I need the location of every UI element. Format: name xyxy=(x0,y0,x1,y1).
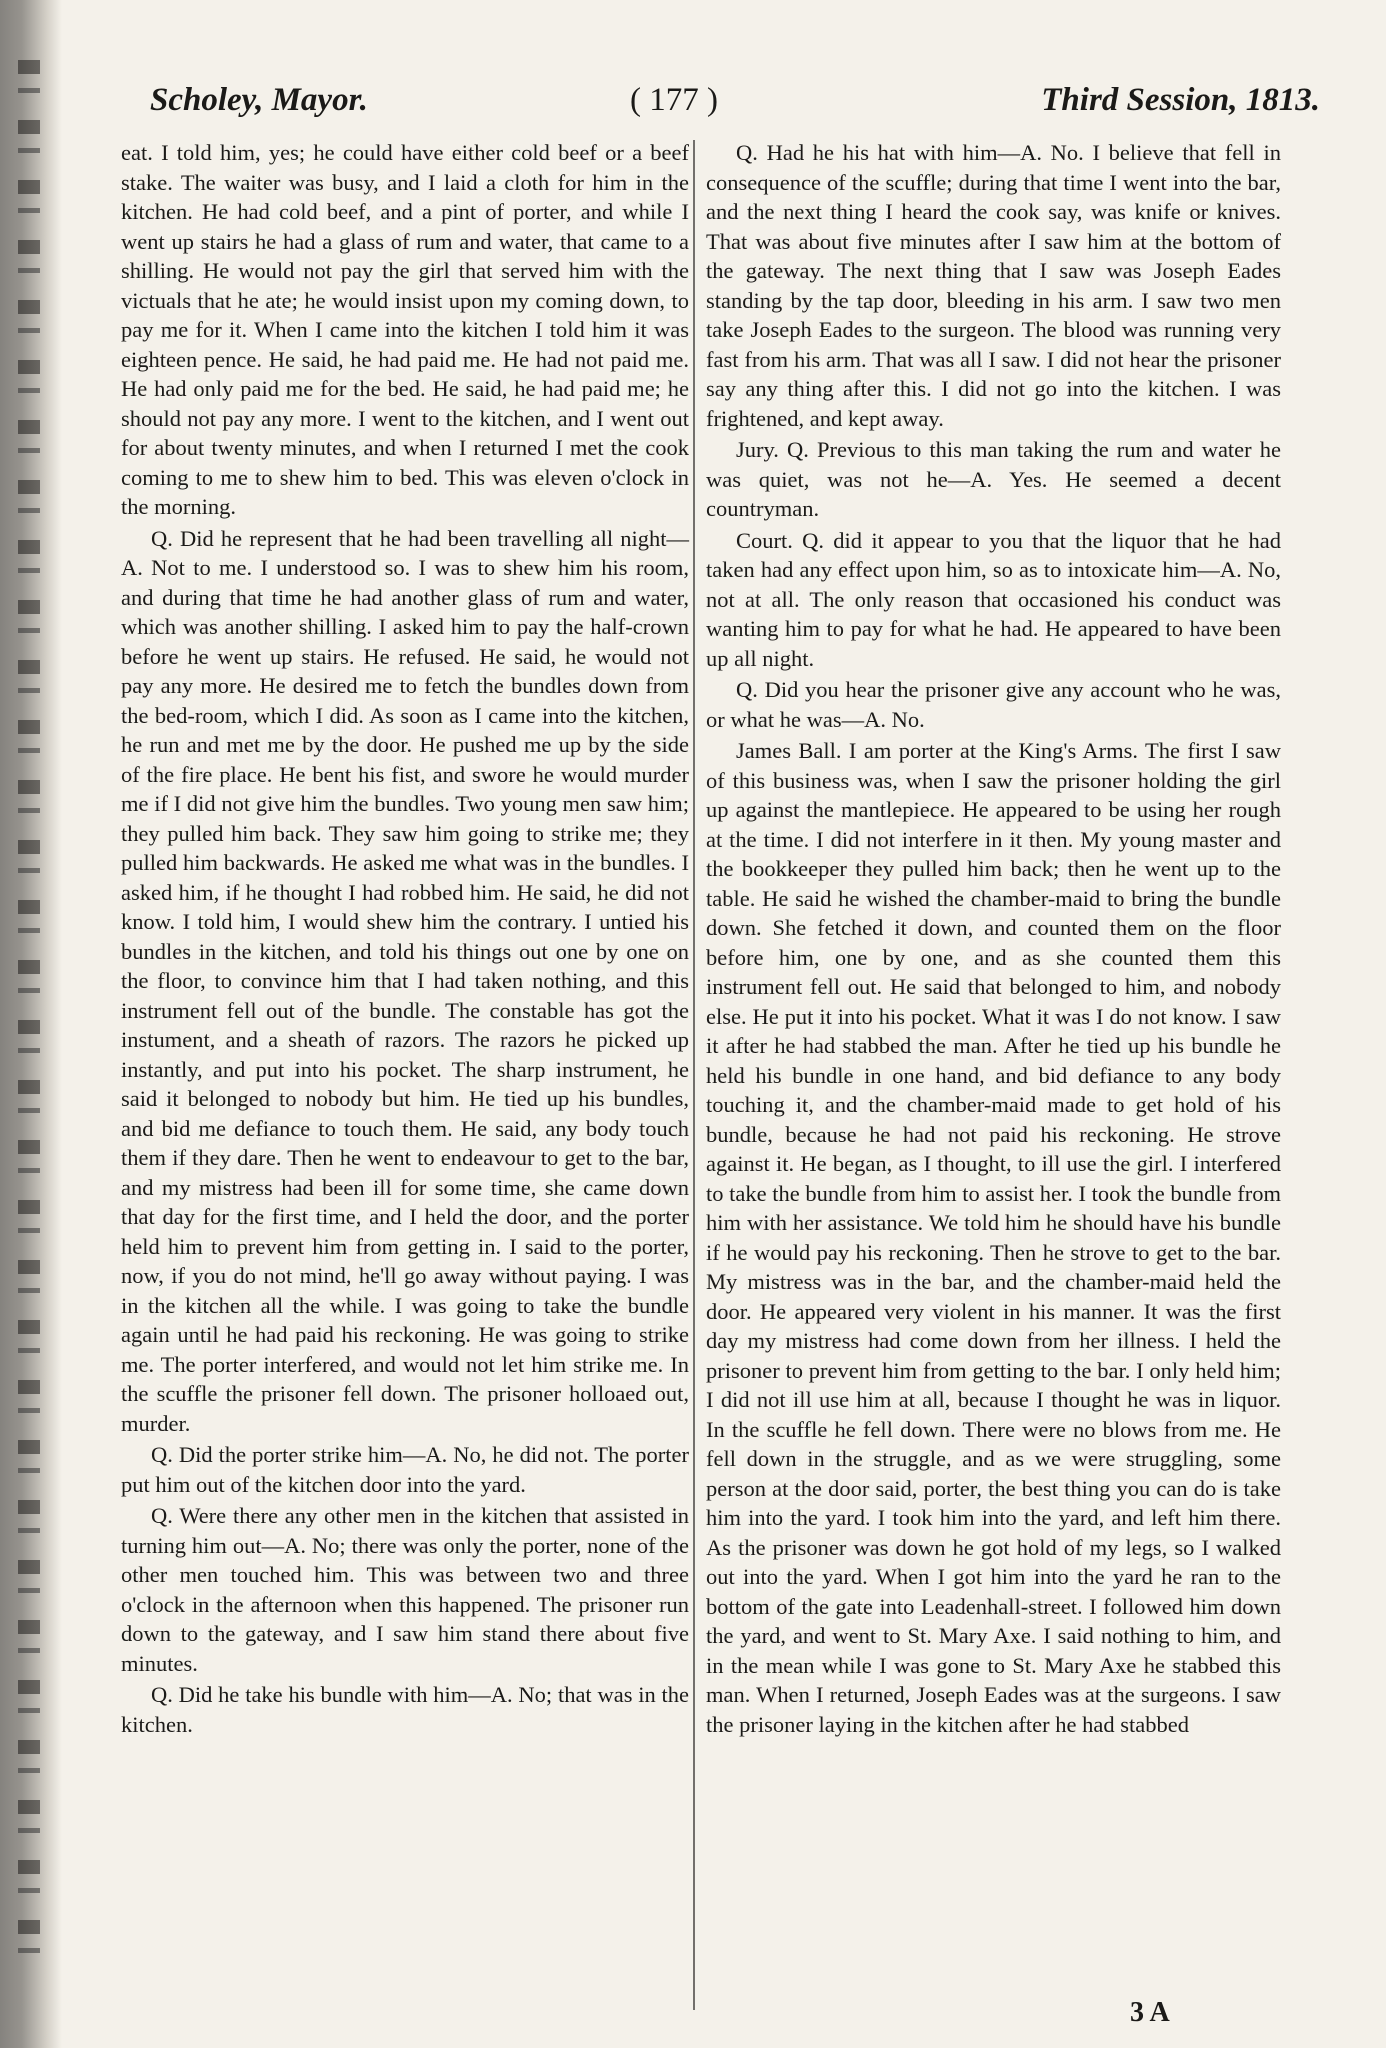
column-divider xyxy=(693,140,695,2010)
spine-marks xyxy=(18,60,40,1980)
paragraph: Q. Did you hear the prisoner give any account who he was, or what he was—A. No. xyxy=(706,677,1281,732)
right-column xyxy=(706,138,1281,1741)
paragraph: Q. Were there any other men in the kitchen that assisted in turning him out—A. No; there was only the porter, none of the other men touched him. This was between two and three o'clock in the afternoon when this happened. The prisoner run down to the gateway, and I saw him stand there about five minutes. xyxy=(121,1503,689,1676)
paragraph: James Ball. I am porter at the King's Arms. The first I saw of this business was, when I saw the prisoner holding the girl up against the mantlepiece. He appeared to be using her rough at the time. I did not interfere in it then. My young master and the bookkeeper they pulled him back; then he went up to the table. He said he wished the chamber-maid to bring the bundle down. She fetched it down, and counted them on the floor before him, one by one, and as she counted them this instrument fell out. He said that belonged to him, and nobody else. He put it into his pocket. What it was I do not know. I saw it after he had stabbed the man. After he tied up his bundle he held his bundle in one hand, and bid defiance to any body touching it, and the chamber-maid made to get hold of his bundle, because he had not paid his reckoning. He strove against it. He began, as I thought, to ill use the girl. I interfered to take the bundle from him to assist her. I took the bundle from him with her assistance. We told him he should have his bundle if he would pay his reckoning. Then he strove to get to the bar. My mistress was in the bar, and the chamber-maid held the door. He appeared very violent in his manner. It was the first day my mistress had come down from her illness. I held the prisoner to prevent him from getting to the bar. I only held him; I did not ill use him at all, because I thought he was in liquor. In the scuffle he fell down. There were no blows from me. He fell down in the struggle, and as we were struggling, some person at the door said, porter, the best thing you can do is take him into the yard. I took him into the yard, and left him there. As the prisoner was down he got hold of my legs, so I walked out into the yard. When I got him into the yard he ran to the bottom of the gate into Leadenhall-street. I followed him down the yard, and went to St. Mary Axe. I said nothing to him, and in the mean while I was gone to St. Mary Axe he stabbed this man. When I returned, Joseph Eades was at the surgeons. I saw the prisoner laying in the kitchen after he had stabbed xyxy=(706,738,1281,1737)
paragraph: Q. Did the porter strike him—A. No, he did not. The porter put him out of the kitchen door into the yard. xyxy=(121,1442,689,1497)
running-header xyxy=(150,82,1320,132)
header-left: Scholey, Mayor. xyxy=(150,82,368,118)
left-column xyxy=(121,138,689,1741)
paragraph: Q. Had he his hat with him—A. No. I believe that fell in consequence of the scuffle; during that time I went into the bar, and the next thing I heard the cook say, was knife or knives. That was about five minutes after I saw him at the bottom of the gateway. The next thing that I saw was Joseph Eades standing by the tap door, bleeding in his arm. I saw two men take Joseph Eades to the surgeon. The blood was running very fast from his arm. That was all I saw. I did not hear the prisoner say any thing after this. I did not go into the kitchen. I was frightened, and kept away. xyxy=(706,140,1281,431)
paragraph: Q. Did he represent that he had been travelling all night—A. Not to me. I understood so. I was to shew him his room, and during that time he had another glass of rum and water, which was another shilling. I asked him to pay the half-crown before he went up stairs. He refused. He said, he would not pay any more. He desired me to fetch the bundles down from the bed-room, which I did. As soon as I came into the kitchen, he run and met me by the door. He pushed me up by the side of the fire place. He bent his fist, and swore he would murder me if I did not give him the bundles. Two young men saw him; they pulled him back. They saw him going to strike me; they pulled him backwards. He asked me what was in the bundles. I asked him, if he thought I had robbed him. He said, he did not know. I told him, I would shew him the contrary. I untied his bundles in the kitchen, and told his things out one by one on the floor, to convince him that I had taken nothing, and this instrument fell out of the bundle. The constable has got the instument, and a sheath of razors. The razors he picked up instantly, and put into his pocket. The sharp instrument, he said it belonged to nobody but him. He tied up his bundles, and bid me defiance to touch them. He said, any body touch them if they dare. Then he went to endeavour to get to the bar, and my mistress had been ill for some time, she came down that day for the first time, and I held the door, and the porter held him to prevent him from getting in. I said to the porter, now, if you do not mind, he'll go away without paying. I was in the kitchen all the while. I was going to take the bundle again until he had paid his reckoning. He was going to strike me. The porter interfered, and would not let him strike me. In the scuffle the prisoner fell down. The prisoner holloaed out, murder. xyxy=(121,525,689,1436)
signature-mark: 3 A xyxy=(1130,1997,1170,2028)
header-right: Third Session, 1813. xyxy=(1041,82,1320,118)
page-number: ( 177 ) xyxy=(630,82,718,118)
paragraph: eat. I told him, yes; he could have either cold beef or a beef stake. The waiter was busy, and I laid a cloth for him in the kitchen. He had cold beef, and a pint of porter, and while I went up stairs he had a glass of rum and water, that came to a shilling. He would not pay the girl that served him with the victuals that he ate; he would insist upon my coming down, to pay me for it. When I came into the kitchen I told him it was eighteen pence. He said, he had paid me. He had not paid me. He had only paid me for the bed. He said, he had paid me; he should not pay any more. I went to the kitchen, and I went out for about twenty minutes, and when I returned I met the cook coming to me to shew him to bed. This was eleven o'clock in the morning. xyxy=(121,140,689,519)
paragraph: Jury. Q. Previous to this man taking the rum and water he was quiet, was not he—A. Yes. He seemed a decent countryman. xyxy=(706,437,1281,521)
paragraph: Q. Did he take his bundle with him—A. No; that was in the kitchen. xyxy=(121,1682,689,1737)
paragraph: Court. Q. did it appear to you that the liquor that he had taken had any effect upon him, so as to intoxicate him—A. No, not at all. The only reason that occasioned his conduct was wanting him to pay for what he had. He appeared to have been up all night. xyxy=(706,527,1281,671)
